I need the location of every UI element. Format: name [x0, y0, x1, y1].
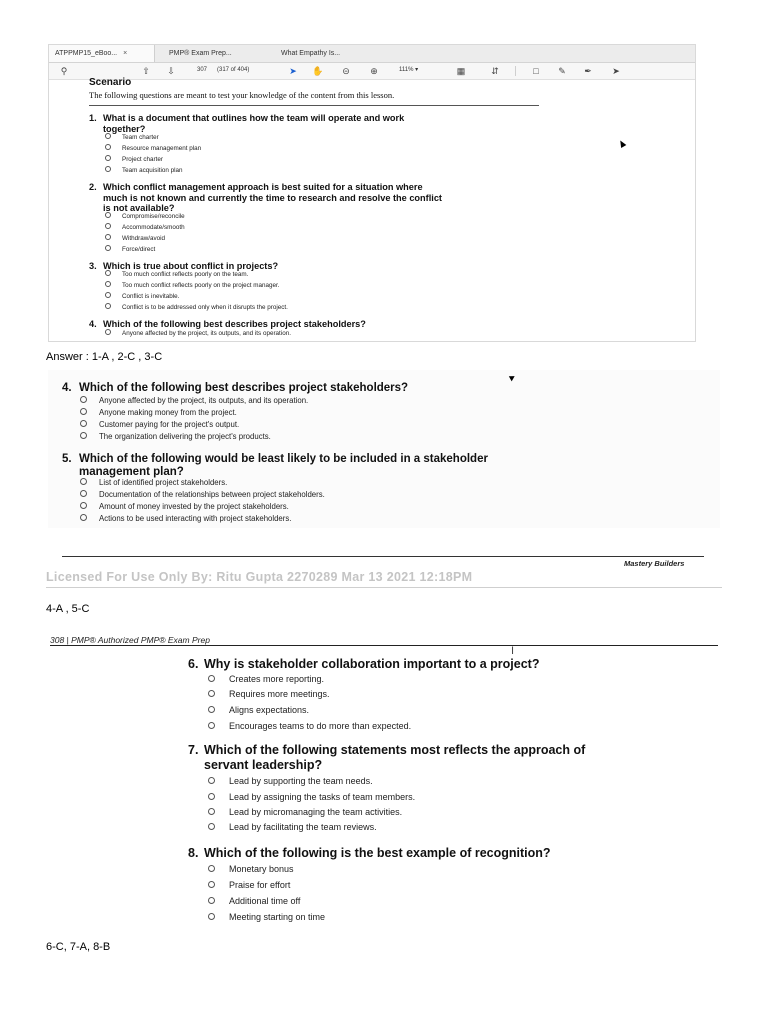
- radio-icon[interactable]: [208, 690, 215, 697]
- option-label: Monetary bonus: [229, 864, 294, 874]
- zoom-value: 111%: [399, 67, 414, 73]
- option[interactable]: [105, 156, 163, 164]
- option[interactable]: [105, 304, 288, 312]
- question-number: 5.: [62, 453, 72, 465]
- option[interactable]: [208, 674, 324, 685]
- question-text: together?: [103, 123, 146, 134]
- answer-line-1: Answer : 1-A , 2-C , 3-C: [46, 351, 163, 363]
- option-label: Meeting starting on time: [229, 912, 326, 922]
- option[interactable]: [105, 224, 185, 232]
- option[interactable]: [105, 330, 291, 338]
- comment-icon[interactable]: □: [533, 66, 539, 76]
- question-number: 4.: [62, 382, 72, 394]
- option[interactable]: [105, 246, 155, 254]
- question-6: [188, 657, 539, 672]
- option-label: The organization delivering the project's products.: [99, 432, 271, 441]
- page-number-input[interactable]: 307: [197, 67, 208, 73]
- highlight-icon[interactable]: ✎: [558, 66, 566, 76]
- option-label: Lead by facilitating the team reviews.: [229, 822, 377, 832]
- sign-icon[interactable]: ✒: [584, 66, 592, 76]
- option[interactable]: [80, 432, 271, 442]
- question-number: 2.: [89, 182, 97, 192]
- question-7: [188, 743, 585, 773]
- option-label: Lead by assigning the tasks of team members.: [229, 792, 416, 802]
- tab-label: PMP® Exam Prep...: [169, 50, 232, 57]
- question-text: servant leadership?: [204, 758, 323, 772]
- radio-icon[interactable]: [80, 408, 87, 415]
- option[interactable]: [208, 912, 325, 923]
- pdf-viewer-screenshot: [48, 44, 696, 342]
- question-2: [89, 182, 442, 214]
- option[interactable]: [80, 490, 325, 500]
- divider: [62, 556, 704, 557]
- option-label: Encourages teams to do more than expected.: [229, 721, 412, 731]
- question-3: [89, 261, 278, 272]
- question-8: [188, 846, 551, 861]
- divider: [50, 645, 718, 646]
- option-label: Compromise/reconcile: [122, 213, 185, 220]
- option[interactable]: [80, 514, 291, 524]
- option[interactable]: [105, 235, 165, 243]
- tab-bar: [49, 45, 695, 63]
- option-label: Praise for effort: [229, 880, 291, 890]
- option[interactable]: [80, 478, 227, 488]
- question-text: Which of the following best describes project stakeholders?: [79, 382, 409, 394]
- option-label: Force/direct: [122, 246, 156, 253]
- option[interactable]: [80, 420, 239, 430]
- mouse-cursor-icon: [507, 374, 514, 382]
- question-number: 8.: [188, 846, 199, 860]
- option-label: Anyone making money from the project.: [99, 408, 237, 417]
- radio-icon[interactable]: [208, 777, 215, 784]
- option-label: Team charter: [122, 134, 159, 141]
- option-label: Lead by micromanaging the team activities.: [229, 807, 403, 817]
- question-text: Why is stakeholder collaboration important to a project?: [204, 657, 540, 671]
- question-text: Which of the following statements most reflects the approach of: [204, 743, 586, 757]
- answer-line-2: 4-A , 5-C: [46, 603, 90, 615]
- question-number: 4.: [89, 319, 97, 329]
- question-4: [89, 319, 366, 330]
- option-label: Additional time off: [229, 896, 301, 906]
- radio-icon[interactable]: [105, 245, 111, 251]
- option[interactable]: [105, 134, 159, 142]
- option[interactable]: [208, 822, 377, 833]
- option[interactable]: [105, 282, 280, 290]
- tab-label: What Empathy Is...: [281, 50, 341, 57]
- radio-icon[interactable]: [80, 396, 87, 403]
- pdf-toolbar: [49, 63, 695, 80]
- option-label: Resource management plan: [122, 145, 202, 152]
- radio-icon[interactable]: [208, 823, 215, 830]
- question-number: 3.: [89, 261, 97, 271]
- search-icon[interactable]: ⚲: [60, 66, 68, 76]
- radio-icon[interactable]: [105, 212, 111, 218]
- tab-empathy[interactable]: [275, 45, 385, 62]
- option-label: Conflict is inevitable.: [122, 293, 180, 300]
- question-text: much is not known and currently the time to research and resolve the conflict: [103, 192, 442, 203]
- scenario-text: The following questions are meant to test your knowledge of the content from this lesson.: [89, 90, 395, 100]
- option-label: Creates more reporting.: [229, 674, 325, 684]
- option[interactable]: [208, 880, 290, 891]
- mouse-cursor-icon: [618, 139, 627, 148]
- page-excerpt-2: [48, 370, 720, 528]
- footer-brand: Mastery Builders: [624, 559, 685, 568]
- question-5: [62, 453, 488, 478]
- radio-icon[interactable]: [208, 675, 215, 682]
- question-number: 7.: [188, 743, 199, 757]
- radio-icon[interactable]: [80, 514, 87, 521]
- option-label: Too much conflict reflects poorly on the project manager.: [122, 282, 280, 289]
- fit-icon[interactable]: ▦: [456, 66, 466, 76]
- option[interactable]: [208, 705, 309, 716]
- question-text: Which of the following is the best example of recognition?: [204, 846, 551, 860]
- radio-icon[interactable]: [105, 270, 111, 276]
- option[interactable]: [80, 396, 308, 406]
- radio-icon[interactable]: [208, 706, 215, 713]
- option-label: Project charter: [122, 156, 163, 163]
- scroll-icon[interactable]: ⇵: [491, 66, 499, 76]
- option[interactable]: [208, 689, 330, 700]
- radio-icon[interactable]: [105, 292, 111, 298]
- option[interactable]: [105, 213, 185, 221]
- option[interactable]: [105, 293, 179, 301]
- radio-icon[interactable]: [208, 881, 215, 888]
- pointer-icon[interactable]: ➤: [289, 66, 297, 76]
- hand-icon[interactable]: ✋: [312, 66, 324, 76]
- radio-icon[interactable]: [105, 223, 111, 229]
- license-watermark: Licensed For Use Only By: Ritu Gupta 2270289 Mar 13 2021 12:18PM: [46, 570, 473, 584]
- radio-icon[interactable]: [80, 420, 87, 427]
- option[interactable]: [80, 408, 237, 418]
- radio-icon[interactable]: [80, 478, 87, 485]
- option[interactable]: [208, 807, 402, 818]
- option-label: Conflict is to be addressed only when it disrupts the project.: [122, 304, 288, 311]
- question-number: 6.: [188, 657, 199, 671]
- option-label: Anyone affected by the project, its outputs, and its operation.: [122, 330, 291, 337]
- radio-icon[interactable]: [208, 722, 215, 729]
- page-header: 308 | PMP® Authorized PMP® Exam Prep: [50, 635, 210, 645]
- radio-icon[interactable]: [105, 329, 111, 335]
- option[interactable]: [208, 792, 415, 803]
- option-label: Documentation of the relationships between project stakeholders.: [99, 490, 325, 499]
- radio-icon[interactable]: [80, 502, 87, 509]
- question-text: What is a document that outlines how the team will operate and work: [103, 113, 405, 123]
- radio-icon[interactable]: [208, 808, 215, 815]
- upload-icon[interactable]: ⇧: [142, 66, 150, 76]
- option[interactable]: [208, 721, 411, 732]
- zoom-out-icon[interactable]: ⊝: [342, 66, 350, 76]
- option[interactable]: [208, 864, 294, 875]
- radio-icon[interactable]: [105, 303, 111, 309]
- toolbar-divider: [515, 66, 516, 76]
- zoom-in-icon[interactable]: ⊕: [370, 66, 378, 76]
- question-text: Which of the following best describes project stakeholders?: [103, 319, 366, 329]
- option-label: Too much conflict reflects poorly on the team.: [122, 271, 249, 278]
- divider: [46, 587, 722, 588]
- question-text: Which is true about conflict in projects?: [103, 261, 279, 271]
- question-1: [89, 113, 404, 134]
- question-text: management plan?: [79, 465, 184, 478]
- radio-icon[interactable]: [208, 865, 215, 872]
- option-label: Aligns expectations.: [229, 705, 310, 715]
- option-label: Amount of money invested by the project stakeholders.: [99, 502, 289, 511]
- radio-icon[interactable]: [105, 234, 111, 240]
- tab-ebook[interactable]: [49, 45, 155, 62]
- option[interactable]: [208, 776, 373, 787]
- option-label: Actions to be used interacting with project stakeholders.: [99, 514, 292, 523]
- option-label: Withdraw/avoid: [122, 235, 166, 242]
- radio-icon[interactable]: [105, 281, 111, 287]
- tab-exam-prep[interactable]: [163, 45, 271, 62]
- option-label: List of identified project stakeholders.: [99, 478, 228, 487]
- radio-icon[interactable]: [105, 144, 111, 150]
- scenario-title: Scenario: [89, 77, 132, 88]
- divider: [89, 105, 539, 106]
- radio-icon[interactable]: [208, 913, 215, 920]
- question-4: [62, 382, 408, 395]
- option-label: Lead by supporting the team needs.: [229, 776, 373, 786]
- option[interactable]: [105, 145, 201, 153]
- tab-label: ATPPMP15_eBoo...: [55, 50, 118, 57]
- question-text: Which of the following would be least likely to be included in a stakeholder: [79, 453, 488, 465]
- option[interactable]: [105, 271, 248, 279]
- radio-icon[interactable]: [80, 490, 87, 497]
- radio-icon[interactable]: [208, 897, 215, 904]
- option[interactable]: [80, 502, 289, 512]
- answer-line-3: 6-C, 7-A, 8-B: [46, 941, 111, 953]
- question-number: 1.: [89, 113, 97, 123]
- text-cursor-icon: I: [511, 645, 515, 657]
- option-label: Accommodate/smooth: [122, 224, 185, 231]
- page-count: (317 of 404): [217, 67, 250, 73]
- radio-icon[interactable]: [208, 793, 215, 800]
- question-text: Which conflict management approach is best suited for a situation where: [103, 182, 423, 192]
- option[interactable]: [208, 896, 300, 907]
- radio-icon[interactable]: [105, 155, 111, 161]
- option-label: Team acquisition plan: [122, 167, 183, 174]
- radio-icon[interactable]: [105, 166, 111, 172]
- zoom-dropdown[interactable]: 111% ▾: [399, 67, 419, 73]
- close-icon[interactable]: ×: [123, 50, 128, 57]
- option-label: Anyone affected by the project, its outputs, and its operation.: [99, 396, 309, 405]
- fill-icon[interactable]: ➤: [612, 66, 620, 76]
- option[interactable]: [105, 167, 183, 175]
- question-text: is not available?: [103, 203, 175, 213]
- radio-icon[interactable]: [105, 133, 111, 139]
- download-icon[interactable]: ⇩: [167, 66, 175, 76]
- option-label: Requires more meetings.: [229, 689, 330, 699]
- option-label: Customer paying for the project's output.: [99, 420, 240, 429]
- radio-icon[interactable]: [80, 432, 87, 439]
